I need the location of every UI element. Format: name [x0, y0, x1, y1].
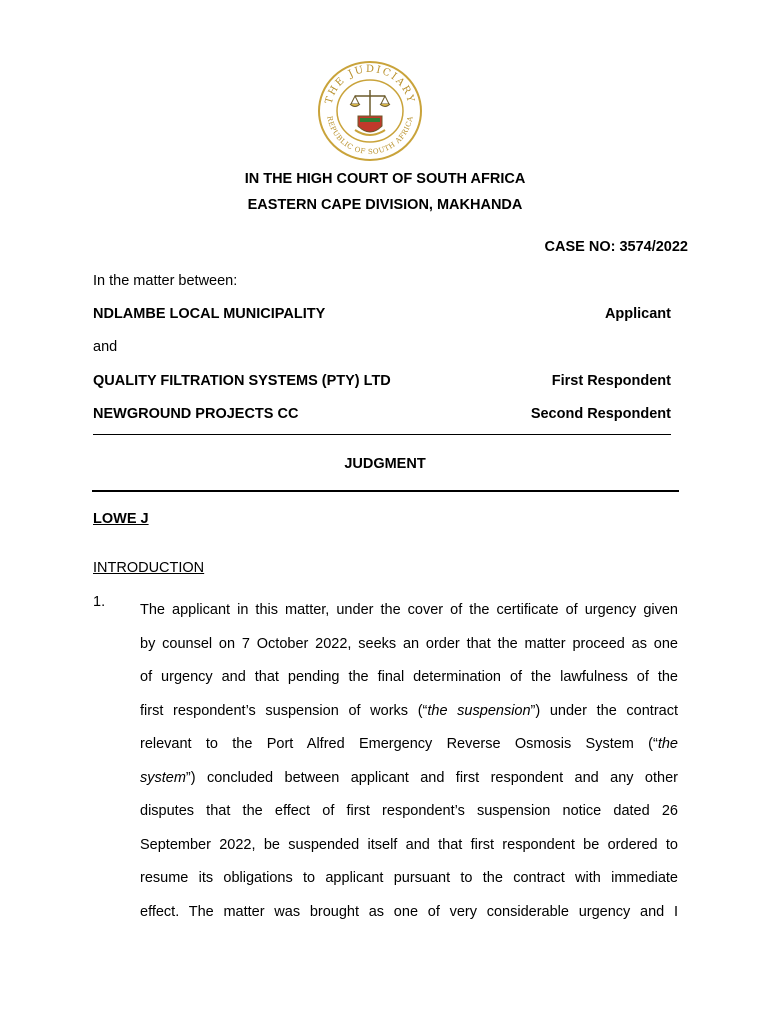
paragraph-line: relevant to the Port Alfred Emergency Reverse Osmosis System (“the: [140, 736, 678, 752]
court-name: IN THE HIGH COURT OF SOUTH AFRICA: [244, 171, 526, 187]
first-respondent-role: First Respondent: [551, 373, 671, 389]
paragraph-number: 1.: [93, 594, 106, 610]
seal-text-top: THE JUDICIARY: [323, 63, 417, 106]
divider-line: [93, 434, 671, 435]
section-heading: INTRODUCTION: [93, 560, 205, 576]
seal-text-bottom: REPUBLIC OF SOUTH AFRICA: [325, 115, 415, 157]
paragraph-line: by counsel on 7 October 2022, seeks an order that the matter proceed as one: [140, 635, 678, 652]
parties-intro: In the matter between:: [93, 273, 238, 289]
judgment-title: JUDGMENT: [344, 456, 426, 472]
judiciary-seal: [317, 60, 423, 162]
paragraph-line: first respondent’s suspension of works (“the suspension”) under the contract: [140, 702, 678, 719]
paragraph-line: disputes that the effect of first respondent’s suspension notice dated 26: [140, 803, 678, 819]
divider-thick: [92, 490, 679, 492]
applicant-role: Applicant: [604, 306, 671, 322]
judge-name: LOWE J: [93, 511, 149, 527]
applicant-name: NDLAMBE LOCAL MUNICIPALITY: [93, 306, 326, 322]
paragraph-line: of urgency and that pending the final determination of the lawfulness of the: [140, 669, 678, 685]
paragraph-line: system”) concluded between applicant and first respondent and any other: [140, 769, 678, 786]
paragraph-line: resume its obligations to applicant pursuant to the contract with immediate: [140, 870, 678, 886]
first-respondent-name: QUALITY FILTRATION SYSTEMS (PTY) LTD: [93, 373, 391, 389]
paragraph-line: The applicant in this matter, under the cover of the certificate of urgency given: [140, 602, 678, 618]
paragraph-line: September 2022, be suspended itself and that first respondent be ordered to: [140, 836, 678, 853]
paragraph-body: [140, 594, 678, 929]
case-number: CASE NO: 3574/2022: [544, 239, 688, 255]
second-respondent-name: NEWGROUND PROJECTS CC: [93, 406, 299, 422]
and-text: and: [93, 339, 118, 355]
paragraph-line: effect. The matter was brought as one of very considerable urgency and I: [140, 903, 678, 920]
court-division: EASTERN CAPE DIVISION, MAKHANDA: [247, 197, 523, 213]
second-respondent-role: Second Respondent: [530, 406, 671, 422]
